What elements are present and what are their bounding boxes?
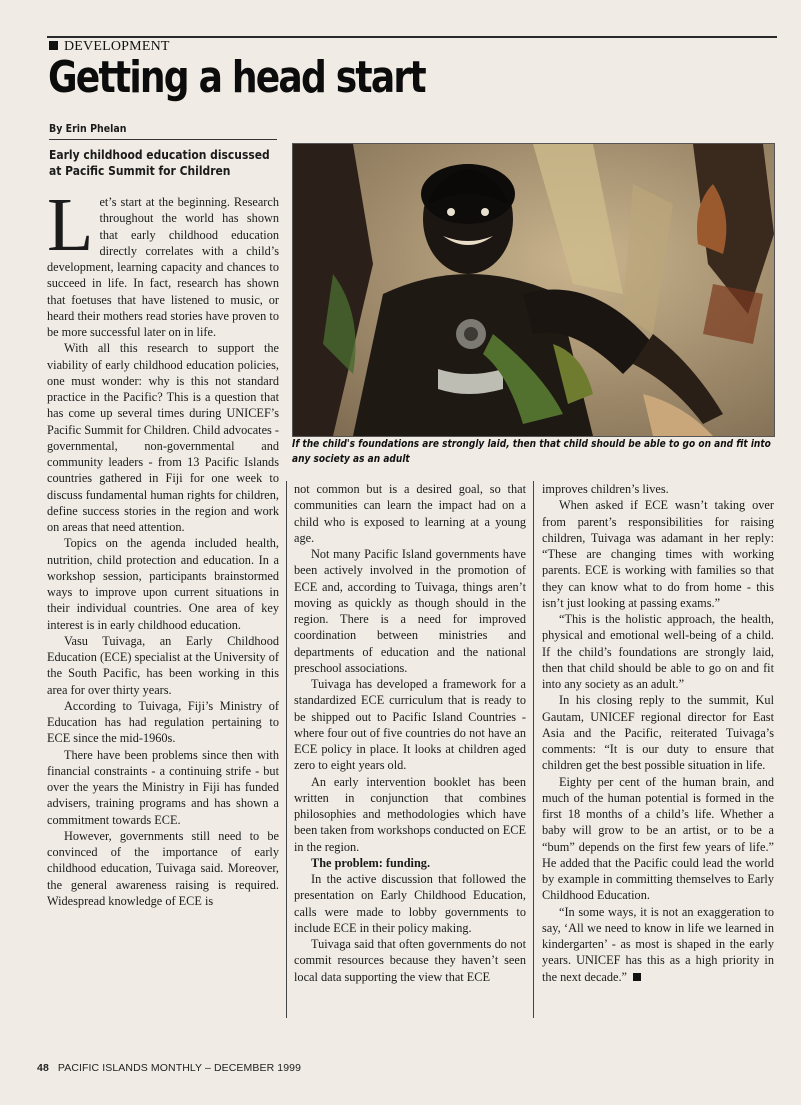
column-2 <box>294 481 526 985</box>
paragraph: In his closing reply to the summit, Kul Gautam, UNICEF regional director for East Asia and the Pacific, reiterated Tuivaga’s comments: “It is our duty to ensure that children get the best possible situation in life. <box>542 693 774 773</box>
end-mark-icon <box>633 973 641 981</box>
column-1 <box>47 183 279 909</box>
column-3 <box>542 481 774 985</box>
paragraph: However, governments still need to be convinced of the importance of early childhood education, Tuivaga said. Moreover, the general awareness raising is required. Widespread knowledge of ECE is <box>47 828 279 908</box>
paragraph: There have been problems since then with financial constraints - a continuing strife - but over the years the Ministry in Fiji has funded advisers, training programs and has shown a commitment towards ECE. <box>47 747 279 827</box>
headline: Getting a head start <box>48 52 425 103</box>
paragraph: Topics on the agenda included health, nutrition, child protection and education. In a workshop session, participants brainstormed ways to improve upon current situations in their individual countries. One area of key interest is in early childhood education. <box>47 536 279 632</box>
column-rule <box>533 481 534 1018</box>
paragraph: Not many Pacific Island governments have been actively involved in the promotion of ECE and, according to Tuivaga, things aren’t moving as quickly as though should in the region. There is a need for improved coordination between ministries and departments of education and the national preschool associations. <box>294 547 526 675</box>
paragraph: An early intervention booklet has been written in conjunction that combines philosophies and methodologies which have been taken from workshops conducted on ECE in the region. <box>294 774 526 854</box>
paragraph-text: et’s start at the beginning. Research throughout the world has shown that early childhood education directly correlates with a child’s development, learning capacity and chances to succeed in life. In fact, research has shown that foetuses that have listened to music, or heard their mothers read stories have proven to be more successful later on in life. <box>47 195 279 339</box>
paragraph: With all this research to support the viability of early childhood education policies, one must wonder: why is this not standard practice in the Pacific? This is a question that has come up several times during UNICEF’s Pacific Summit for Children. Child advocates - governmental, non-governmental and community leaders - from 13 Pacific Islands countries gathered in Fiji for one week to discuss fundamental human rights for children, define success stories in the region and work on areas that need attention. <box>47 341 279 534</box>
column-rule <box>286 481 287 1018</box>
paragraph: Vasu Tuivaga, an Early Childhood Education (ECE) specialist at the University of the South Pacific, has been working in this area for over thirty years. <box>47 633 279 697</box>
paragraph <box>47 183 279 340</box>
paragraph: When asked if ECE wasn’t taking over from parent’s responsibilities for raising children, Tuivaga was adamant in her reply: “These are changing times with working parents. ECE is working with families so that they can know what to do from home - this isn’t just looking at passing exams.” <box>542 498 774 610</box>
paragraph-text: “In some ways, it is not an exaggeration to say, ‘All we need to know in life we learned in kindergarten’ - as most is shaped in the early years. UNICEF has this as a high priority in the next decade.” <box>542 904 774 984</box>
paragraph <box>542 904 774 985</box>
photo-caption: If the child's foundations are strongly laid, then that child should be able to go on and fit into any society as an adult <box>292 438 771 465</box>
drop-cap: L <box>47 183 94 267</box>
photo-illustration <box>293 144 774 436</box>
paragraph: According to Tuivaga, Fiji’s Ministry of Education has had regulation pertaining to ECE since the mid-1960s. <box>47 698 279 746</box>
paragraph: improves children’s lives. <box>542 482 669 496</box>
photo-child-dancer <box>292 143 775 437</box>
section-rule <box>47 36 777 38</box>
paragraph: not common but is a desired goal, so that communities can learn the impact had on a child who is exposed to learning at a young age. <box>294 482 526 545</box>
section-square-icon <box>49 41 58 50</box>
paragraph: Tuivaga said that often governments do not commit resources because they haven’t seen local data supporting the view that ECE <box>294 937 526 984</box>
publication-line: PACIFIC ISLANDS MONTHLY – DECEMBER 1999 <box>57 1062 302 1074</box>
page-footer <box>37 1062 301 1074</box>
deck: Early childhood education discussed at Pacific Summit for Children <box>49 147 270 178</box>
paragraph: In the active discussion that followed the presentation on Early Childhood Education, calls were made to lobby governments to include ECE in their policy making. <box>294 872 526 935</box>
byline: By Erin Phelan <box>49 122 127 135</box>
paragraph: Tuivaga has developed a framework for a standardized ECE curriculum that is ready to be shipped out to Pacific Island Countries - where four out of five countries do not have an ECE policy in place. It looks at children aged zero to eight years old. <box>294 677 526 773</box>
page-number: 48 <box>37 1062 49 1074</box>
paragraph: “This is the holistic approach, the health, physical and emotional well-being of a child. If the child’s foundations are strongly laid, then that child should be able to go on and fit into any society as an adult.” <box>542 612 774 691</box>
subhead: The problem: funding. <box>311 855 431 870</box>
section-label: DEVELOPMENT <box>64 39 170 54</box>
paragraph: Eighty per cent of the human brain, and much of the human potential is formed in the first 18 months of a child’s life. Whether a baby will grow to be an artist, or to be a “bum” depends on the first few years of life.” He added that the Pacific could lead the world by example in committing themselves to Early Childhood Education. <box>542 774 774 903</box>
byline-rule <box>49 139 277 140</box>
